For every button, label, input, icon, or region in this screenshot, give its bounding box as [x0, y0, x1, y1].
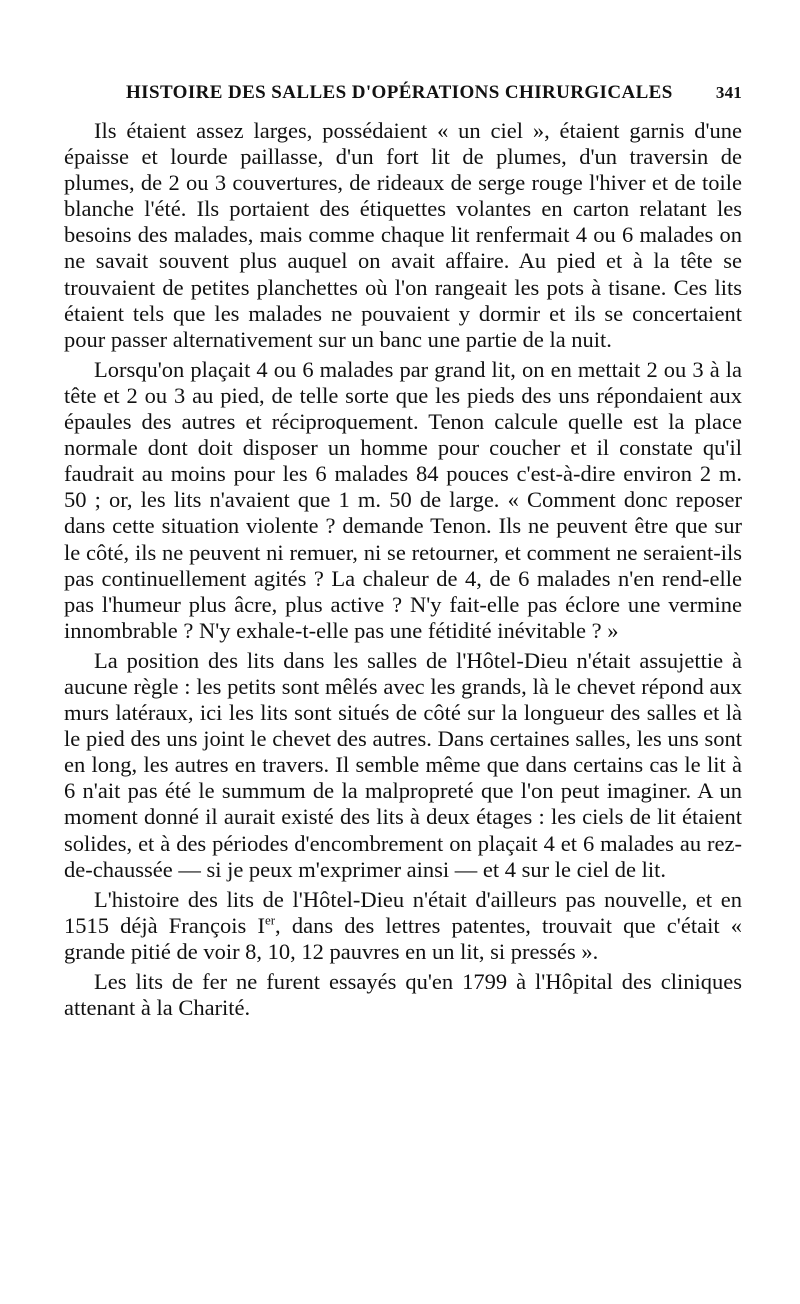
paragraph-text-before: L'histoire des lits de l'Hôtel-Dieu n'était d'ailleurs pas nouvelle, et en 1515 déjà François I: [64, 886, 742, 938]
page-number: 341: [715, 83, 742, 102]
book-page: [64, 82, 742, 1025]
paragraph-lits-description: Ils étaient assez larges, possédaient « un ciel », étaient garnis d'une épaisse et lourde paillasse, d'un fort lit de plumes, d'un traversin de plumes, de 2 ou 3 couvertures, de rideaux de serge rouge l'hiver et de toile blanche l'été. Ils portaient des étiquettes volantes en carton relatant les besoins des malades, mais comme chaque lit renfermait 4 ou 6 malades on ne savait souvent plus auquel on avait affaire. Au pied et à la tête se trouvaient de petites planchettes où l'on rangeait les pots à tisane. Ces lits étaient tels que les malades ne pouvaient y dormir et ils se concertaient pour passer alternativement sur un banc une partie de la nuit.: [64, 118, 742, 352]
paragraph-position-des-lits: La position des lits dans les salles de l'Hôtel-Dieu n'était assujettie à aucune règle : les petits sont mêlés avec les grands, là le chevet répond aux murs latéraux, ici les lits sont situés de côté sur la longueur des salles et là le pied des uns joint le chevet des autres. Dans certaines salles, les uns sont en long, les autres en travers. Il semble même que dans certains cas le lit à 6 n'ait pas été le summum de la malpropreté que l'on peut imaginer. A un moment donné il aurait existé des lits à deux étages : les ciels de lit étaient solides, et à des périodes d'encombrement on plaçait 4 et 6 malades au rez-de-chaussée — si je peux m'exprimer ainsi — et 4 sur le ciel de lit.: [64, 647, 742, 882]
paragraph-historique-francois: [64, 887, 742, 965]
paragraph-malades-par-lit: Lorsqu'on plaçait 4 ou 6 malades par grand lit, on en mettait 2 ou 3 à la tête et 2 ou 3 au pied, de telle sorte que les pieds des uns répondaient aux épaules des autres et réciproquement. Tenon calcule quelle est la place normale dont doit disposer un homme pour coucher et il constate qu'il faudrait au moins pour les 6 malades 84 pouces c'est-à-dire environ 2 m. 50 ; or, les lits n'avaient que 1 m. 50 de large. « Comment donc reposer dans cette situation violente ? demande Tenon. Ils ne peuvent être que sur le côté, ils ne peuvent ni remuer, ni se retourner, et comment ne seraient-ils pas continuellement agités ? La chaleur de 4, de 6 malades n'en rend-elle pas l'humeur plus âcre, plus active ? N'y fait-elle pas éclore une vermine innombrable ? N'y exhale-t-elle pas une fétidité inévitable ? »: [64, 356, 742, 643]
running-head: [64, 82, 742, 104]
paragraph-lits-de-fer: Les lits de fer ne furent essayés qu'en 1799 à l'Hôpital des cliniques attenant à la Charité.: [64, 969, 742, 1021]
paragraph-text-after: , dans des lettres patentes, trouvait que c'était « grande pitié de voir 8, 10, 12 pauvres en un lit, si pressés ».: [64, 912, 742, 964]
running-title: HISTOIRE DES SALLES D'OPÉRATIONS CHIRURGICALES: [126, 82, 673, 103]
superscript-er: er: [264, 912, 276, 928]
